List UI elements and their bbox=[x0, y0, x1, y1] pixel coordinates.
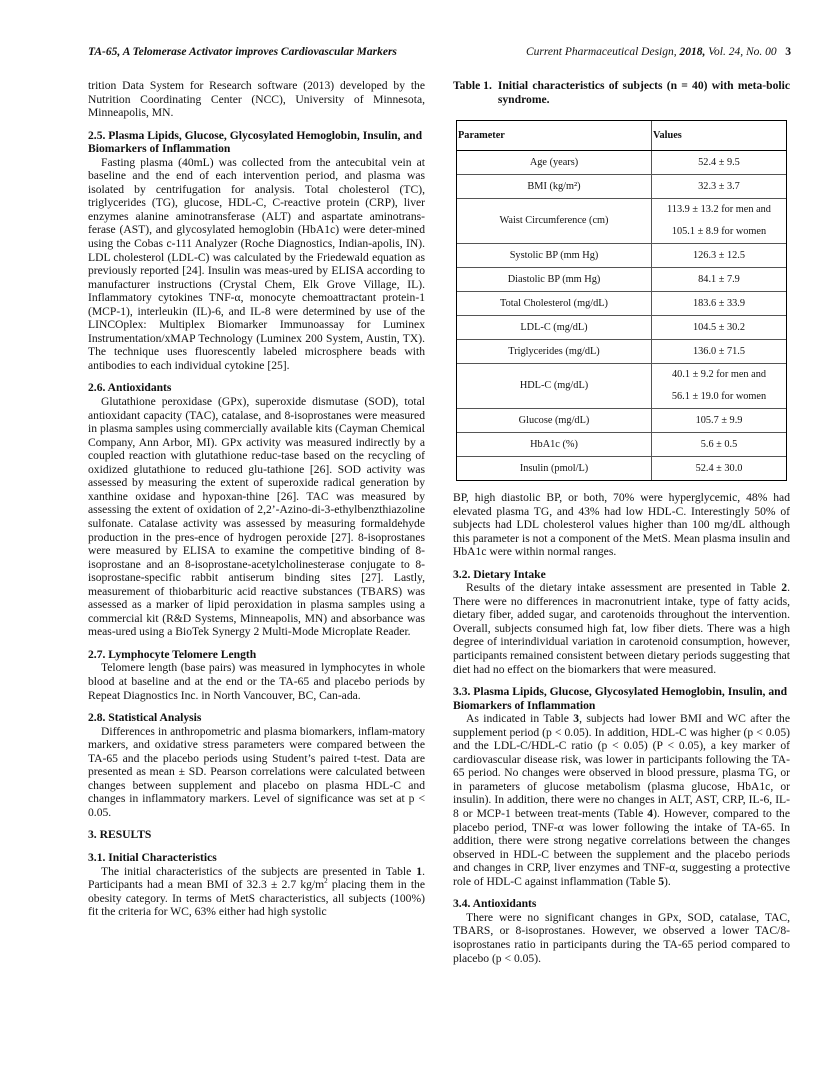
table-cell-value: 52.4 ± 30.0 bbox=[652, 457, 787, 481]
table-cell-parameter: BMI (kg/m²) bbox=[457, 175, 652, 199]
results-continuation-paragraph: BP, high diastolic BP, or both, 70% were hyperglycemic, 48% had elevated plasma TG, and 43% had low HDL-C. Interestingly 50% of subjects had LDL cholesterol values higher than 100 mg/dL although this parameter is not a component of the MetS. Mean plasma insulin and HbA1c were within normal ranges. bbox=[453, 491, 790, 559]
section-2-8-heading: 2.8. Statistical Analysis bbox=[88, 711, 202, 725]
s33-text-c: ). However, compared to the placebo period, TNF-α was lower following the intake of TA-65. In addition, there were strong negative correlations between the changes observed in HDL-C between the supplement and the placebo periods and changes in CRP, liver enzymes and TNF-α, suggesting a protective role of HDL-C against inflammation (Table bbox=[453, 807, 790, 888]
table-cell-parameter: Insulin (pmol/L) bbox=[457, 457, 652, 481]
table-row bbox=[457, 268, 786, 292]
table-row bbox=[457, 433, 786, 457]
table-1-ref[interactable]: 1 bbox=[416, 864, 423, 878]
section-3-2-body bbox=[453, 581, 790, 676]
section-2-7-body: Telomere length (base pairs) was measured in lymphocytes in whole blood at baseline and at the end or the TA-65 and placebo periods by Repeat Diagnostics Inc. in North Vancouver, BC, Can-ada. bbox=[88, 661, 425, 702]
table-header-parameter: Parameter bbox=[457, 121, 652, 151]
s32-text-b: . There were no differences in macronutrient intake, type of fatty acids, dietary fiber, added sugar, and carotenoids throughout the intervention. Overall, subjects consumed high fat, low fiber diets. There was a high degree of interindividual variation in carotenoid consumption, however, participants remained consistent between dietary periods suggesting that diet had no effect on the biomarkers that were measured. bbox=[453, 581, 790, 676]
table-row bbox=[457, 292, 786, 316]
section-2-5-heading: 2.5. Plasma Lipids, Glucose, Glycosylated Hemoglobin, Insulin, and Biomarkers of Inflammation bbox=[88, 128, 423, 156]
table-row bbox=[457, 364, 786, 409]
table-5-ref[interactable]: 5 bbox=[658, 874, 665, 888]
table-row bbox=[457, 340, 786, 364]
section-2-6-body: Glutathione peroxidase (GPx), superoxide dismutase (SOD), total antioxidant capacity (TAC), catalase, and 8-isoprostanes were measured in plasma samples using commercially available kits (Cayman Chemical Company, Ann Arbor, MI). GPx activity was measured indirectly by a coupled reaction with glutathione reduc-tase based on the recycling of oxidized glutathione to reduced glu-tathione [26]. SOD activity was assessed by measuring the extent of superoxide radical generation by xanthine oxidase and hypoxan-thine [26]. TAC was measured by assessing the extent of oxidation of 2,2’-Azino-di-3-ethylbenzthiazoline sulfonate. Catalase activity was assessed by measuring formaldehyde production in the pres-ence of hydrogen peroxide [27]. 8-isoprostanes were measured by ELISA to examine the competitive binding of 8-isoprostane and an 8-isoprostane-acetylcholinesterase conjugate to 8-isoprostane-specific rabbit antiserum binding sites [27]. Lastly, measurement of thiobarbituric acid reactive substances (TBARS) was assessed as a marker of lipid peroxidation in plasma samples using a commercial kit (R&D Systems, Minneapolis, MN) and absorbance was meas-ured using a BioTek Synergy 2 Multi-Mode Microplate Reader. bbox=[88, 395, 425, 639]
s32-text-a: Results of the dietary intake assessment are presented in Table bbox=[466, 581, 782, 595]
table-cell-value-line: 105.1 ± 8.9 for women bbox=[671, 226, 767, 237]
page-number: 3 bbox=[785, 46, 791, 58]
section-3-3-heading: 3.3. Plasma Lipids, Glucose, Glycosylated Hemoglobin, Insulin, and Biomarkers of Inflammation bbox=[453, 685, 788, 712]
table-cell-value-line: 113.9 ± 13.2 for men and bbox=[667, 204, 771, 215]
journal-name: Current Pharmaceutical Design, bbox=[525, 46, 677, 58]
table-header-row bbox=[457, 121, 786, 151]
s31-superscript: 2 bbox=[324, 877, 328, 886]
table-1 bbox=[456, 120, 787, 481]
table-row bbox=[457, 244, 786, 268]
table-cell-value: 183.6 ± 33.9 bbox=[652, 292, 787, 316]
table-cell-value: 52.4 ± 9.5 bbox=[698, 156, 740, 168]
section-2-5-body: Fasting plasma (40mL) was collected from the antecubital vein at baseline and the end of each intervention period, and plasma was isolated by centrifugation for analysis. Total cholesterol (TC), triglycerides (TG), glucose, HDL-C, C-reactive protein (CRP), liver enzymes alanine aminotransferase (ALT) and aspartate aminotrans-ferase (AST), and glycosylated hemoglobin (HbA1c) were deter-mined using the Cobas c-111 Analyzer (Roche Diagnostics, Indian-apolis, IN). LDL cholesterol (LDL-C) was calculated by the Friedewald equation as previously reported [24]. Insulin was meas-ured by ELISA according to manufacturer instructions (Crystal Chem, Elk Grove Village, IL). Inflammatory cytokines TNF-α, monocyte chemoattractant protein-1 (MCP-1), interleukin (IL)-6, and IL-8 were determined by use of the LINCOplex: Multiplex Biomarker Immunoassay for Luminex Instrumentation/xMAP Technology (Luminex 200 System, Austin, TX). The technique uses fluorescently labeled microsphere beads with antibodies to each individual cytokine [25]. bbox=[88, 155, 425, 372]
table-1-label: Table 1. bbox=[453, 79, 492, 92]
table-cell-parameter: Age (years) bbox=[457, 151, 652, 175]
section-2-7-heading: 2.7. Lymphocyte Telomere Length bbox=[88, 647, 257, 661]
table-1-title: Initial characteristics of subjects (n = 40) with meta-bolic syndrome. bbox=[497, 79, 790, 106]
table-cell-value: 84.1 ± 7.9 bbox=[652, 268, 787, 292]
table-1-caption bbox=[453, 79, 790, 106]
table-row bbox=[457, 175, 786, 199]
running-header bbox=[88, 46, 791, 64]
table-cell-value-line: 40.1 ± 9.2 for men and bbox=[671, 369, 766, 380]
table-cell-parameter: Systolic BP (mm Hg) bbox=[457, 244, 652, 268]
table-row bbox=[457, 457, 786, 481]
intro-paragraph: trition Data System for Research software (2013) developed by the Nutrition Coordinating Center (NCC), University of Minnesota, Minneapolis, MN. bbox=[88, 79, 425, 120]
section-3-4-body: There were no significant changes in GPx, SOD, catalase, TAC, TBARS, or 8-isoprostanes. However, we observed a lower TAC/8-isoprostanes ratio in participants during the TA-65 period compared to placebo (p < 0.05). bbox=[453, 910, 790, 965]
table-1-grid bbox=[457, 121, 786, 480]
journal-year: 2018, bbox=[679, 46, 706, 58]
s31-text-b: . Participants had a mean BMI of 32.3 ± 2.7 kg/m bbox=[88, 864, 425, 892]
table-cell-parameter: Triglycerides (mg/dL) bbox=[457, 340, 652, 364]
table-cell-parameter: Diastolic BP (mm Hg) bbox=[457, 268, 652, 292]
table-2-ref[interactable]: 2 bbox=[781, 581, 788, 595]
section-3-3-body bbox=[453, 712, 790, 888]
table-cell-value: 5.6 ± 0.5 bbox=[652, 433, 787, 457]
table-3-ref[interactable]: 3 bbox=[573, 712, 580, 726]
table-row bbox=[457, 199, 786, 244]
table-cell-value bbox=[652, 199, 787, 244]
table-cell-parameter: HDL-C (mg/dL) bbox=[457, 364, 652, 409]
table-cell-value: 104.5 ± 30.2 bbox=[652, 316, 787, 340]
running-title: TA-65, A Telomerase Activator improves Cardiovascular Markers bbox=[88, 46, 397, 58]
table-4-ref[interactable]: 4 bbox=[647, 807, 654, 821]
s33-text-d: ). bbox=[664, 874, 671, 888]
section-3-1-heading: 3.1. Initial Characteristics bbox=[88, 850, 217, 864]
section-3-4-heading: 3.4. Antioxidants bbox=[453, 897, 537, 911]
s33-text-a: As indicated in Table bbox=[466, 712, 574, 726]
table-cell-parameter: Glucose (mg/dL) bbox=[457, 409, 652, 433]
table-cell-value bbox=[652, 364, 787, 409]
right-column bbox=[453, 79, 790, 965]
section-2-6-heading: 2.6. Antioxidants bbox=[88, 381, 172, 395]
s33-text-b: , subjects had lower BMI and WC after the supplement period (p < 0.05). In addition, HDL-C was higher (p < 0.05) and the LDL-C/HDL-C ratio (p < 0.05) (P < 0.05), a key marker of cardiovascular disease risk, was lower in participants following the TA-65 period. No changes were observed in blood pressure, plasma TG, or in parameters of glucose metabolism (plasma glucose, HbA1c, or insulin). In addition, there were no changes in ALT, AST, CRP, IL-6, IL-8 or MCP-1 between treat-ments (Table bbox=[453, 712, 790, 821]
table-cell-value: 136.0 ± 71.5 bbox=[652, 340, 787, 364]
table-row bbox=[457, 151, 786, 175]
section-3-1-body bbox=[88, 865, 425, 919]
section-2-8-body: Differences in anthropometric and plasma biomarkers, inflam-matory markers, and oxidative stress parameters were compared between the TA-65 and the placebo periods using Student’s paired t-test. Data are presented as mean ± SD. Pearson correlations were calculated between changes between supplement and placebo on plasma HDL-C and changes in inflammatory markers. Level of significance was set at p < 0.05. bbox=[88, 724, 425, 819]
table-cell-value: 105.7 ± 9.9 bbox=[652, 409, 787, 433]
table-row bbox=[457, 316, 786, 340]
journal-volume: Vol. 24, No. 00 bbox=[708, 46, 777, 58]
section-3-heading: 3. RESULTS bbox=[88, 828, 152, 842]
table-cell-parameter: Waist Circumference (cm) bbox=[457, 199, 652, 244]
section-3-2-heading: 3.2. Dietary Intake bbox=[453, 567, 546, 581]
table-header-values: Values bbox=[652, 121, 787, 151]
left-column bbox=[88, 79, 425, 919]
table-cell-parameter: HbA1c (%) bbox=[457, 433, 652, 457]
table-cell-value: 32.3 ± 3.7 bbox=[652, 175, 787, 199]
table-cell-parameter: Total Cholesterol (mg/dL) bbox=[457, 292, 652, 316]
table-cell-value-line: 56.1 ± 19.0 for women bbox=[671, 391, 767, 402]
s31-text-c: placing them in the obesity category. In terms of MetS characteristics, all subjects (100%) fit the criteria for WC, 63% either had high systolic bbox=[88, 878, 425, 919]
s31-text-a: The initial characteristics of the subjects are presented in Table bbox=[101, 864, 412, 878]
table-cell-value: 126.3 ± 12.5 bbox=[652, 244, 787, 268]
table-row bbox=[457, 409, 786, 433]
journal-citation bbox=[526, 46, 791, 58]
table-cell-parameter: LDL-C (mg/dL) bbox=[457, 316, 652, 340]
